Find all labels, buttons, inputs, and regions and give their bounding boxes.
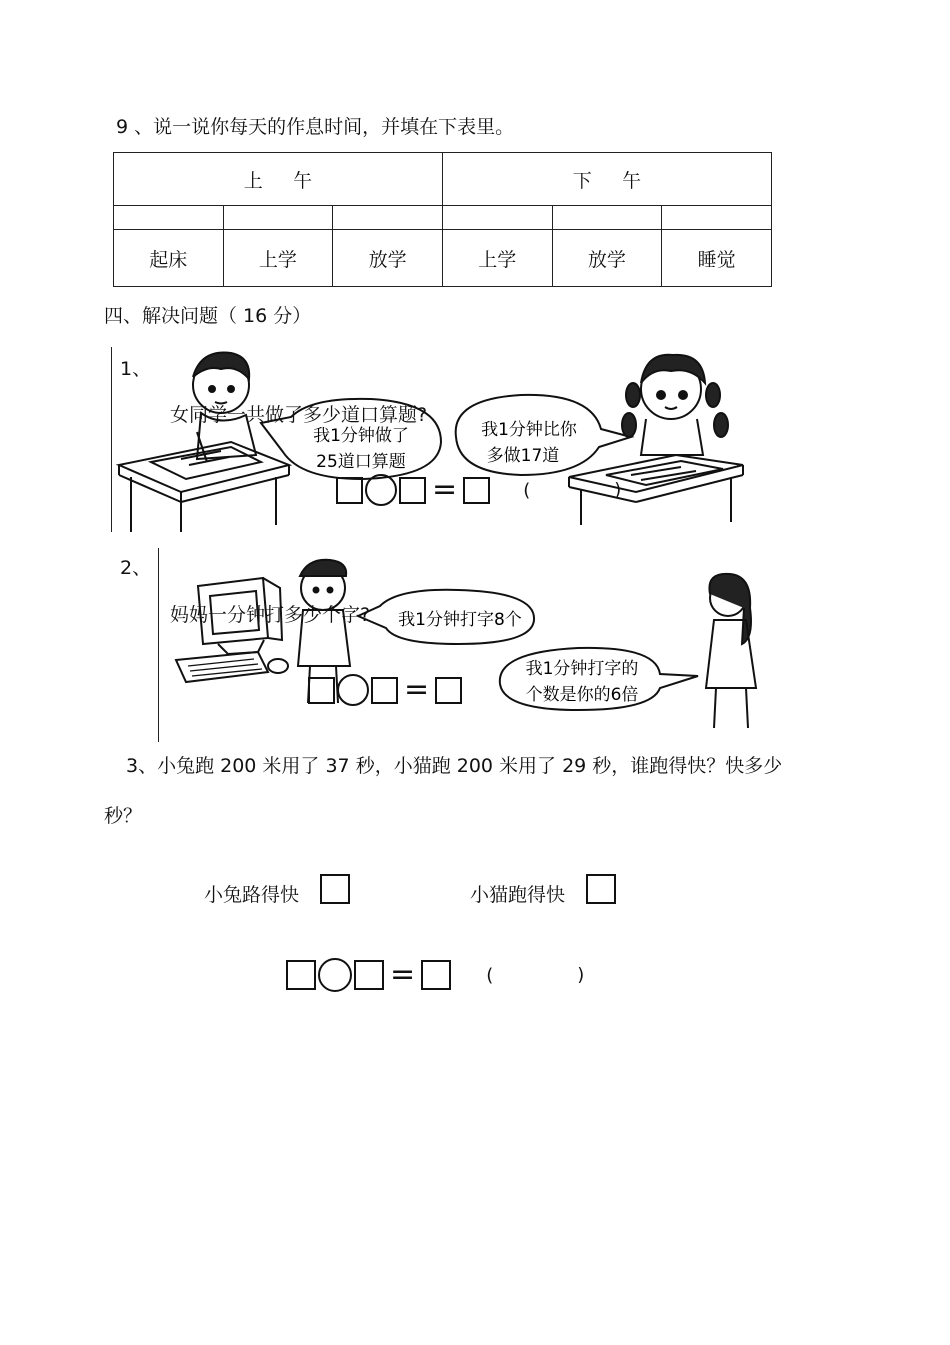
label-cell: 放学 — [333, 230, 443, 287]
problem2-question: 妈妈一分钟打多少个字? — [170, 604, 371, 626]
problem2-formula — [308, 674, 462, 706]
computer-drawing — [176, 578, 288, 682]
frame-left-edge — [111, 347, 112, 532]
answer-box[interactable] — [463, 477, 490, 504]
afternoon-header: 下午 — [442, 153, 771, 206]
answer-box[interactable] — [435, 677, 462, 704]
label-cell: 起床 — [114, 230, 224, 287]
problem1-number: 1、 — [120, 358, 152, 380]
frame-left-edge — [158, 548, 159, 742]
girl-figure — [622, 355, 728, 455]
label-cell: 放学 — [552, 230, 662, 287]
equals-sign: = — [432, 472, 458, 507]
time-cell[interactable] — [552, 206, 662, 230]
answer-box[interactable] — [286, 960, 316, 990]
label-cell: 上学 — [442, 230, 552, 287]
mom-figure — [706, 574, 756, 728]
answer-box[interactable] — [336, 477, 363, 504]
option-cat-checkbox[interactable] — [586, 874, 616, 904]
answer-box[interactable] — [354, 960, 384, 990]
problem3-formula — [286, 958, 584, 992]
time-cell[interactable] — [442, 206, 552, 230]
mom-bubble-line2: 个数是你的6倍 — [525, 685, 639, 705]
problem3-text-line2: 秒？ — [104, 805, 143, 827]
problem2-number: 2、 — [120, 557, 152, 579]
boy-bubble-line2: 25道口算题 — [316, 452, 406, 472]
girl-bubble-line2: 多做17道 — [486, 446, 560, 466]
q9-title: 9 、说一说你每天的作息时间，并填在下表里。 — [116, 116, 515, 138]
label-cell: 上学 — [223, 230, 333, 287]
unit-paren-open: ( — [486, 964, 494, 986]
mom-bubble-line1: 我1分钟打字的 — [525, 659, 639, 679]
answer-box[interactable] — [371, 677, 398, 704]
operator-circle[interactable] — [318, 958, 352, 992]
operator-circle[interactable] — [337, 674, 369, 706]
option-rabbit-checkbox[interactable] — [320, 874, 350, 904]
unit-paren-close: ) — [614, 479, 622, 501]
time-cell[interactable] — [662, 206, 772, 230]
morning-header: 上午 — [114, 153, 443, 206]
problem3-text-line1: 3、小兔跑 200 米用了 37 秒，小猫跑 200 米用了 29 秒，谁跑得快？快多少 — [126, 755, 783, 777]
unit-paren-open: ( — [523, 479, 531, 501]
problem2-illustration — [158, 548, 782, 742]
problem1-formula — [336, 474, 621, 506]
option-rabbit-label: 小兔路得快 — [204, 884, 300, 906]
time-cell[interactable] — [223, 206, 333, 230]
boy-bubble-text: 我1分钟打字8个 — [398, 610, 522, 630]
equals-sign: = — [390, 957, 416, 992]
equals-sign: = — [404, 672, 430, 707]
label-cell: 睡觉 — [662, 230, 772, 287]
girl-bubble-line1: 我1分钟比你 — [481, 420, 577, 440]
time-cell[interactable] — [333, 206, 443, 230]
section-title: 四、解决问题（ 16 分） — [104, 305, 312, 327]
answer-box[interactable] — [421, 960, 451, 990]
answer-box[interactable] — [308, 677, 335, 704]
answer-box[interactable] — [399, 477, 426, 504]
time-cell[interactable] — [114, 206, 224, 230]
unit-paren-close: ) — [577, 964, 585, 986]
schedule-table — [113, 152, 772, 287]
operator-circle[interactable] — [365, 474, 397, 506]
boy-bubble-line1: 我1分钟做了 — [313, 426, 409, 446]
problem1-question: 女同学一共做了多少道口算题? — [170, 404, 428, 426]
option-cat-label: 小猫跑得快 — [470, 884, 566, 906]
